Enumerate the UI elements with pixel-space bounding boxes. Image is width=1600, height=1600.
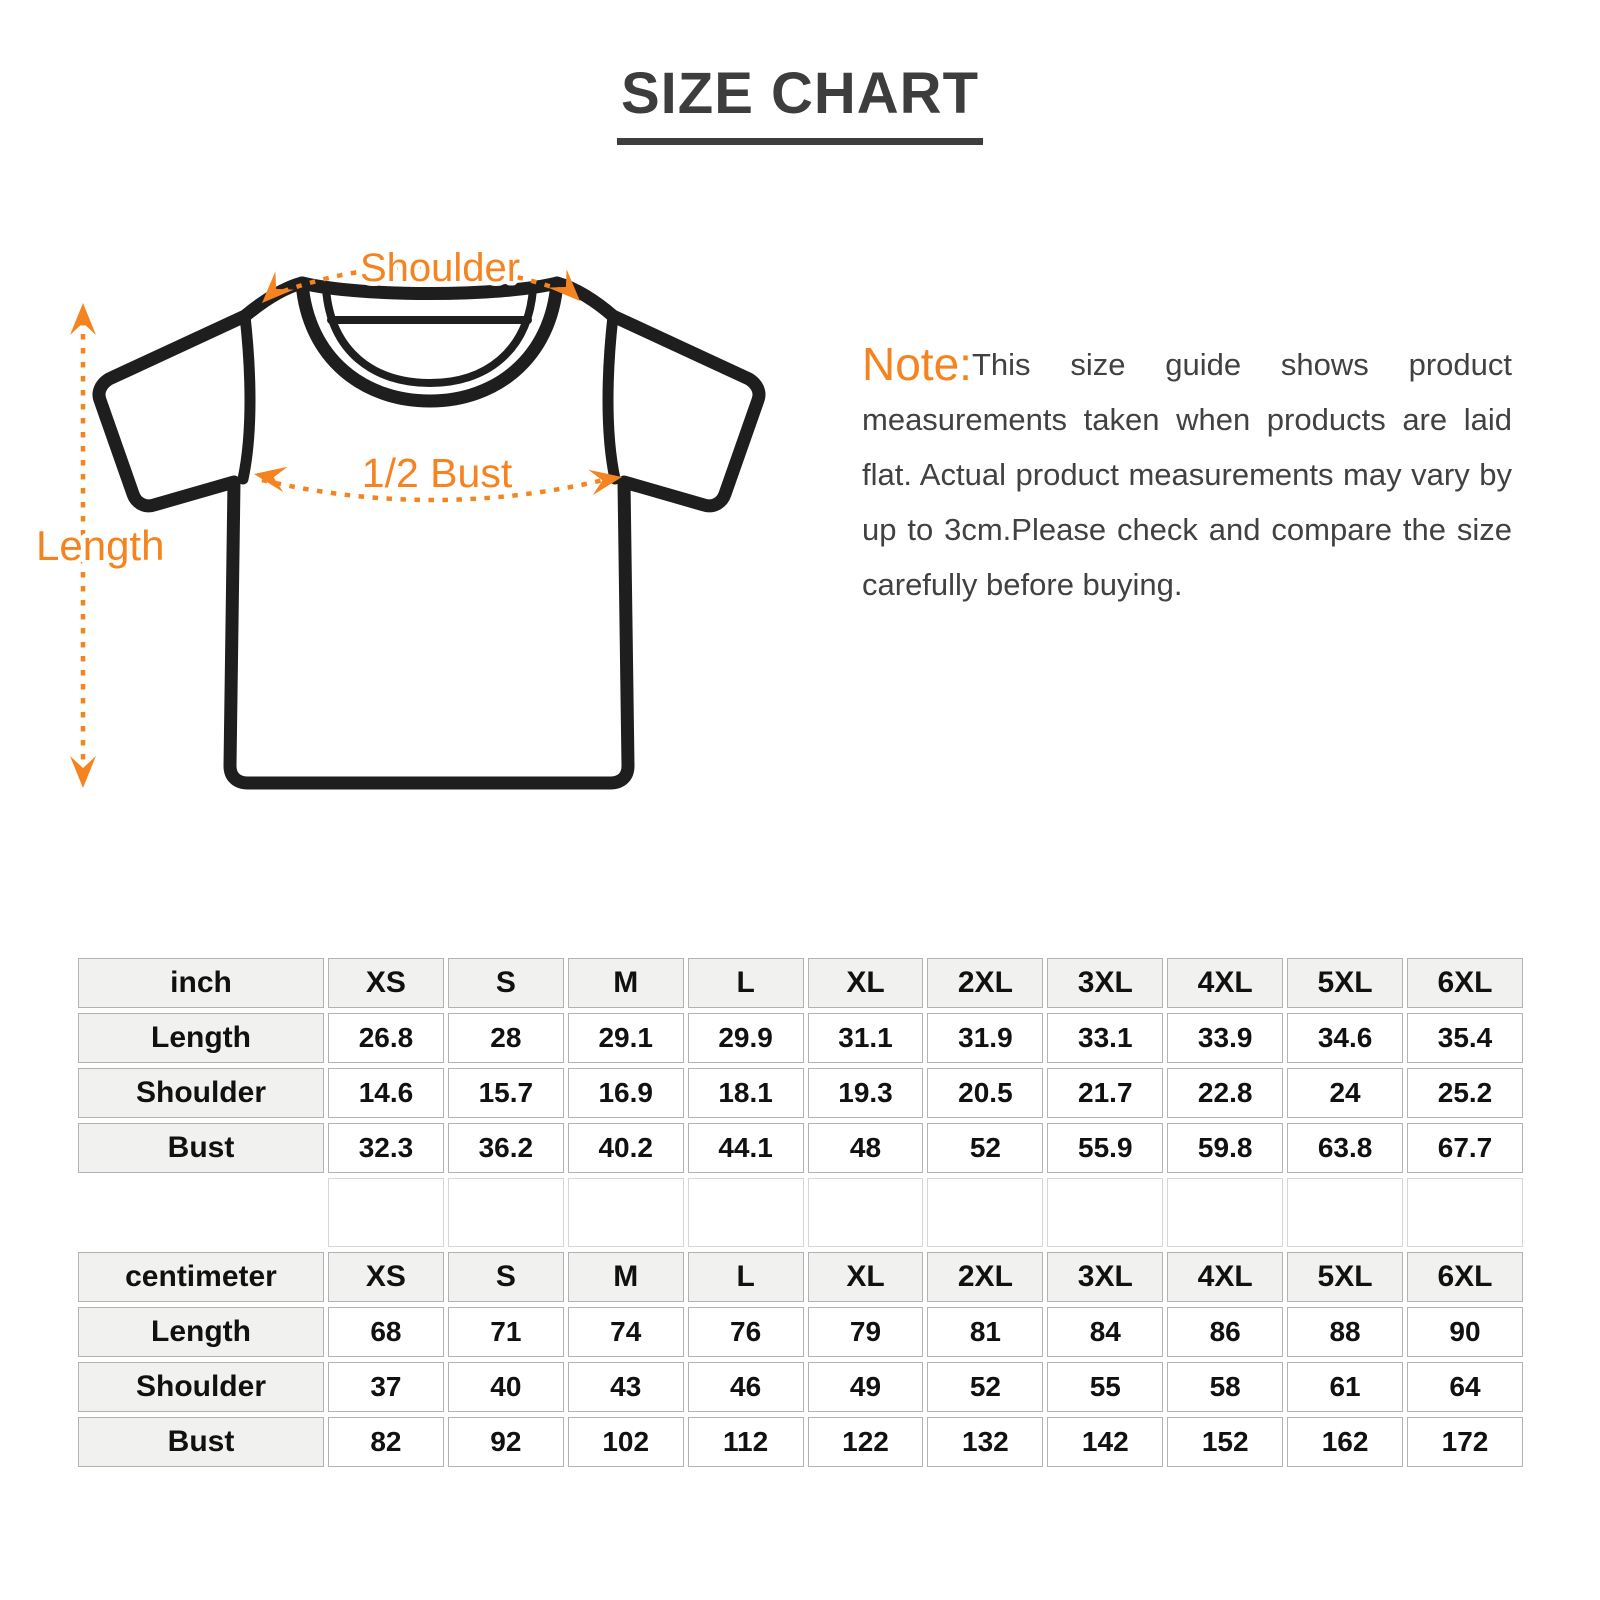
size-tables-section xyxy=(74,953,1527,1472)
size-header-cell: 3XL xyxy=(1047,1252,1163,1302)
note-body-text: This size guide shows product measurements taken when products are laid flat. Actual product measurements may vary by up to 3cm.Please check and compare the size carefully before buying. xyxy=(862,347,1512,602)
measurement-value-cell: 37 xyxy=(328,1362,444,1412)
measurement-label-cell: Shoulder xyxy=(78,1068,324,1118)
measurement-row xyxy=(78,1362,1523,1412)
measurement-value-cell: 81 xyxy=(927,1307,1043,1357)
measurement-label-cell: Length xyxy=(78,1013,324,1063)
size-header-cell: M xyxy=(568,1252,684,1302)
note-label: Note: xyxy=(862,338,972,390)
measurement-value-cell: 25.2 xyxy=(1407,1068,1523,1118)
size-header-cell: 4XL xyxy=(1167,958,1283,1008)
measurement-value-cell: 32.3 xyxy=(328,1123,444,1173)
measurement-value-cell: 15.7 xyxy=(448,1068,564,1118)
measurement-value-cell: 14.6 xyxy=(328,1068,444,1118)
spacer-cell xyxy=(927,1178,1043,1247)
size-header-cell: 3XL xyxy=(1047,958,1163,1008)
measurement-value-cell: 20.5 xyxy=(927,1068,1043,1118)
size-header-row xyxy=(78,1252,1523,1302)
spacer-cell xyxy=(808,1178,924,1247)
measurement-value-cell: 74 xyxy=(568,1307,684,1357)
page-title xyxy=(0,60,1600,145)
measurement-value-cell: 84 xyxy=(1047,1307,1163,1357)
measurement-value-cell: 68 xyxy=(328,1307,444,1357)
measurement-label-cell: Shoulder xyxy=(78,1362,324,1412)
spacer-cell xyxy=(1407,1178,1523,1247)
size-header-cell: 6XL xyxy=(1407,958,1523,1008)
spacer-cell xyxy=(688,1178,804,1247)
size-header-cell: M xyxy=(568,958,684,1008)
size-header-cell: XS xyxy=(328,958,444,1008)
measurement-value-cell: 58 xyxy=(1167,1362,1283,1412)
tshirt-outline-icon xyxy=(99,283,759,783)
measurement-value-cell: 43 xyxy=(568,1362,684,1412)
size-header-cell: XL xyxy=(808,1252,924,1302)
size-header-cell: 6XL xyxy=(1407,1252,1523,1302)
measurement-value-cell: 40.2 xyxy=(568,1123,684,1173)
measurement-value-cell: 29.9 xyxy=(688,1013,804,1063)
unit-header-cell: inch xyxy=(78,958,324,1008)
measurement-value-cell: 71 xyxy=(448,1307,564,1357)
measurement-value-cell: 132 xyxy=(927,1417,1043,1467)
measurement-label-cell: Bust xyxy=(78,1417,324,1467)
measurement-value-cell: 24 xyxy=(1287,1068,1403,1118)
note-paragraph xyxy=(862,337,1512,612)
measurement-value-cell: 52 xyxy=(927,1362,1043,1412)
measurement-value-cell: 55.9 xyxy=(1047,1123,1163,1173)
spacer-cell xyxy=(78,1178,324,1247)
measurement-row xyxy=(78,1307,1523,1357)
measurement-value-cell: 21.7 xyxy=(1047,1068,1163,1118)
measurement-value-cell: 59.8 xyxy=(1167,1123,1283,1173)
spacer-cell xyxy=(1167,1178,1283,1247)
bust-label: 1/2 Bust xyxy=(361,450,513,496)
size-header-cell: L xyxy=(688,958,804,1008)
measurement-value-cell: 67.7 xyxy=(1407,1123,1523,1173)
table-spacer-row xyxy=(78,1178,1523,1247)
measurement-value-cell: 16.9 xyxy=(568,1068,684,1118)
measurement-value-cell: 102 xyxy=(568,1417,684,1467)
measurement-value-cell: 63.8 xyxy=(1287,1123,1403,1173)
tshirt-illustration xyxy=(28,228,780,804)
measurement-row xyxy=(78,1068,1523,1118)
spacer-cell xyxy=(568,1178,684,1247)
size-table xyxy=(74,953,1527,1472)
measurement-value-cell: 142 xyxy=(1047,1417,1163,1467)
measurement-value-cell: 46 xyxy=(688,1362,804,1412)
size-header-cell: XL xyxy=(808,958,924,1008)
size-header-cell: XS xyxy=(328,1252,444,1302)
measurement-value-cell: 122 xyxy=(808,1417,924,1467)
spacer-cell xyxy=(448,1178,564,1247)
measurement-value-cell: 112 xyxy=(688,1417,804,1467)
tshirt-measurement-diagram xyxy=(28,228,780,804)
measurement-value-cell: 61 xyxy=(1287,1362,1403,1412)
size-header-row xyxy=(78,958,1523,1008)
size-header-cell: 2XL xyxy=(927,958,1043,1008)
measurement-value-cell: 162 xyxy=(1287,1417,1403,1467)
measurement-value-cell: 34.6 xyxy=(1287,1013,1403,1063)
measurement-value-cell: 28 xyxy=(448,1013,564,1063)
measurement-value-cell: 52 xyxy=(927,1123,1043,1173)
measurement-row xyxy=(78,1417,1523,1467)
length-label: Length xyxy=(36,522,165,569)
measurement-value-cell: 88 xyxy=(1287,1307,1403,1357)
size-header-cell: L xyxy=(688,1252,804,1302)
measurement-value-cell: 35.4 xyxy=(1407,1013,1523,1063)
spacer-cell xyxy=(1287,1178,1403,1247)
size-header-cell: S xyxy=(448,1252,564,1302)
measurement-value-cell: 82 xyxy=(328,1417,444,1467)
size-header-cell: 5XL xyxy=(1287,958,1403,1008)
measurement-value-cell: 26.8 xyxy=(328,1013,444,1063)
size-header-cell: 5XL xyxy=(1287,1252,1403,1302)
measurement-value-cell: 49 xyxy=(808,1362,924,1412)
measurement-value-cell: 48 xyxy=(808,1123,924,1173)
measurement-label-cell: Length xyxy=(78,1307,324,1357)
size-header-cell: 4XL xyxy=(1167,1252,1283,1302)
measurement-value-cell: 18.1 xyxy=(688,1068,804,1118)
spacer-cell xyxy=(1047,1178,1163,1247)
measurement-value-cell: 29.1 xyxy=(568,1013,684,1063)
measurement-value-cell: 76 xyxy=(688,1307,804,1357)
measurement-value-cell: 33.1 xyxy=(1047,1013,1163,1063)
measurement-value-cell: 152 xyxy=(1167,1417,1283,1467)
shoulder-label: Shoulder xyxy=(359,246,521,290)
measurement-value-cell: 92 xyxy=(448,1417,564,1467)
measurement-value-cell: 36.2 xyxy=(448,1123,564,1173)
page-title-text: SIZE CHART xyxy=(617,60,983,145)
measurement-value-cell: 33.9 xyxy=(1167,1013,1283,1063)
measurement-value-cell: 79 xyxy=(808,1307,924,1357)
measurement-label-cell: Bust xyxy=(78,1123,324,1173)
measurement-value-cell: 172 xyxy=(1407,1417,1523,1467)
measurement-value-cell: 19.3 xyxy=(808,1068,924,1118)
unit-header-cell: centimeter xyxy=(78,1252,324,1302)
size-header-cell: S xyxy=(448,958,564,1008)
measurement-value-cell: 31.9 xyxy=(927,1013,1043,1063)
spacer-cell xyxy=(328,1178,444,1247)
measurement-value-cell: 44.1 xyxy=(688,1123,804,1173)
measurement-value-cell: 64 xyxy=(1407,1362,1523,1412)
measurement-value-cell: 86 xyxy=(1167,1307,1283,1357)
measurement-row xyxy=(78,1013,1523,1063)
measurement-value-cell: 40 xyxy=(448,1362,564,1412)
measurement-value-cell: 55 xyxy=(1047,1362,1163,1412)
measurement-value-cell: 31.1 xyxy=(808,1013,924,1063)
measurement-value-cell: 22.8 xyxy=(1167,1068,1283,1118)
measurement-value-cell: 90 xyxy=(1407,1307,1523,1357)
measurement-row xyxy=(78,1123,1523,1173)
size-header-cell: 2XL xyxy=(927,1252,1043,1302)
